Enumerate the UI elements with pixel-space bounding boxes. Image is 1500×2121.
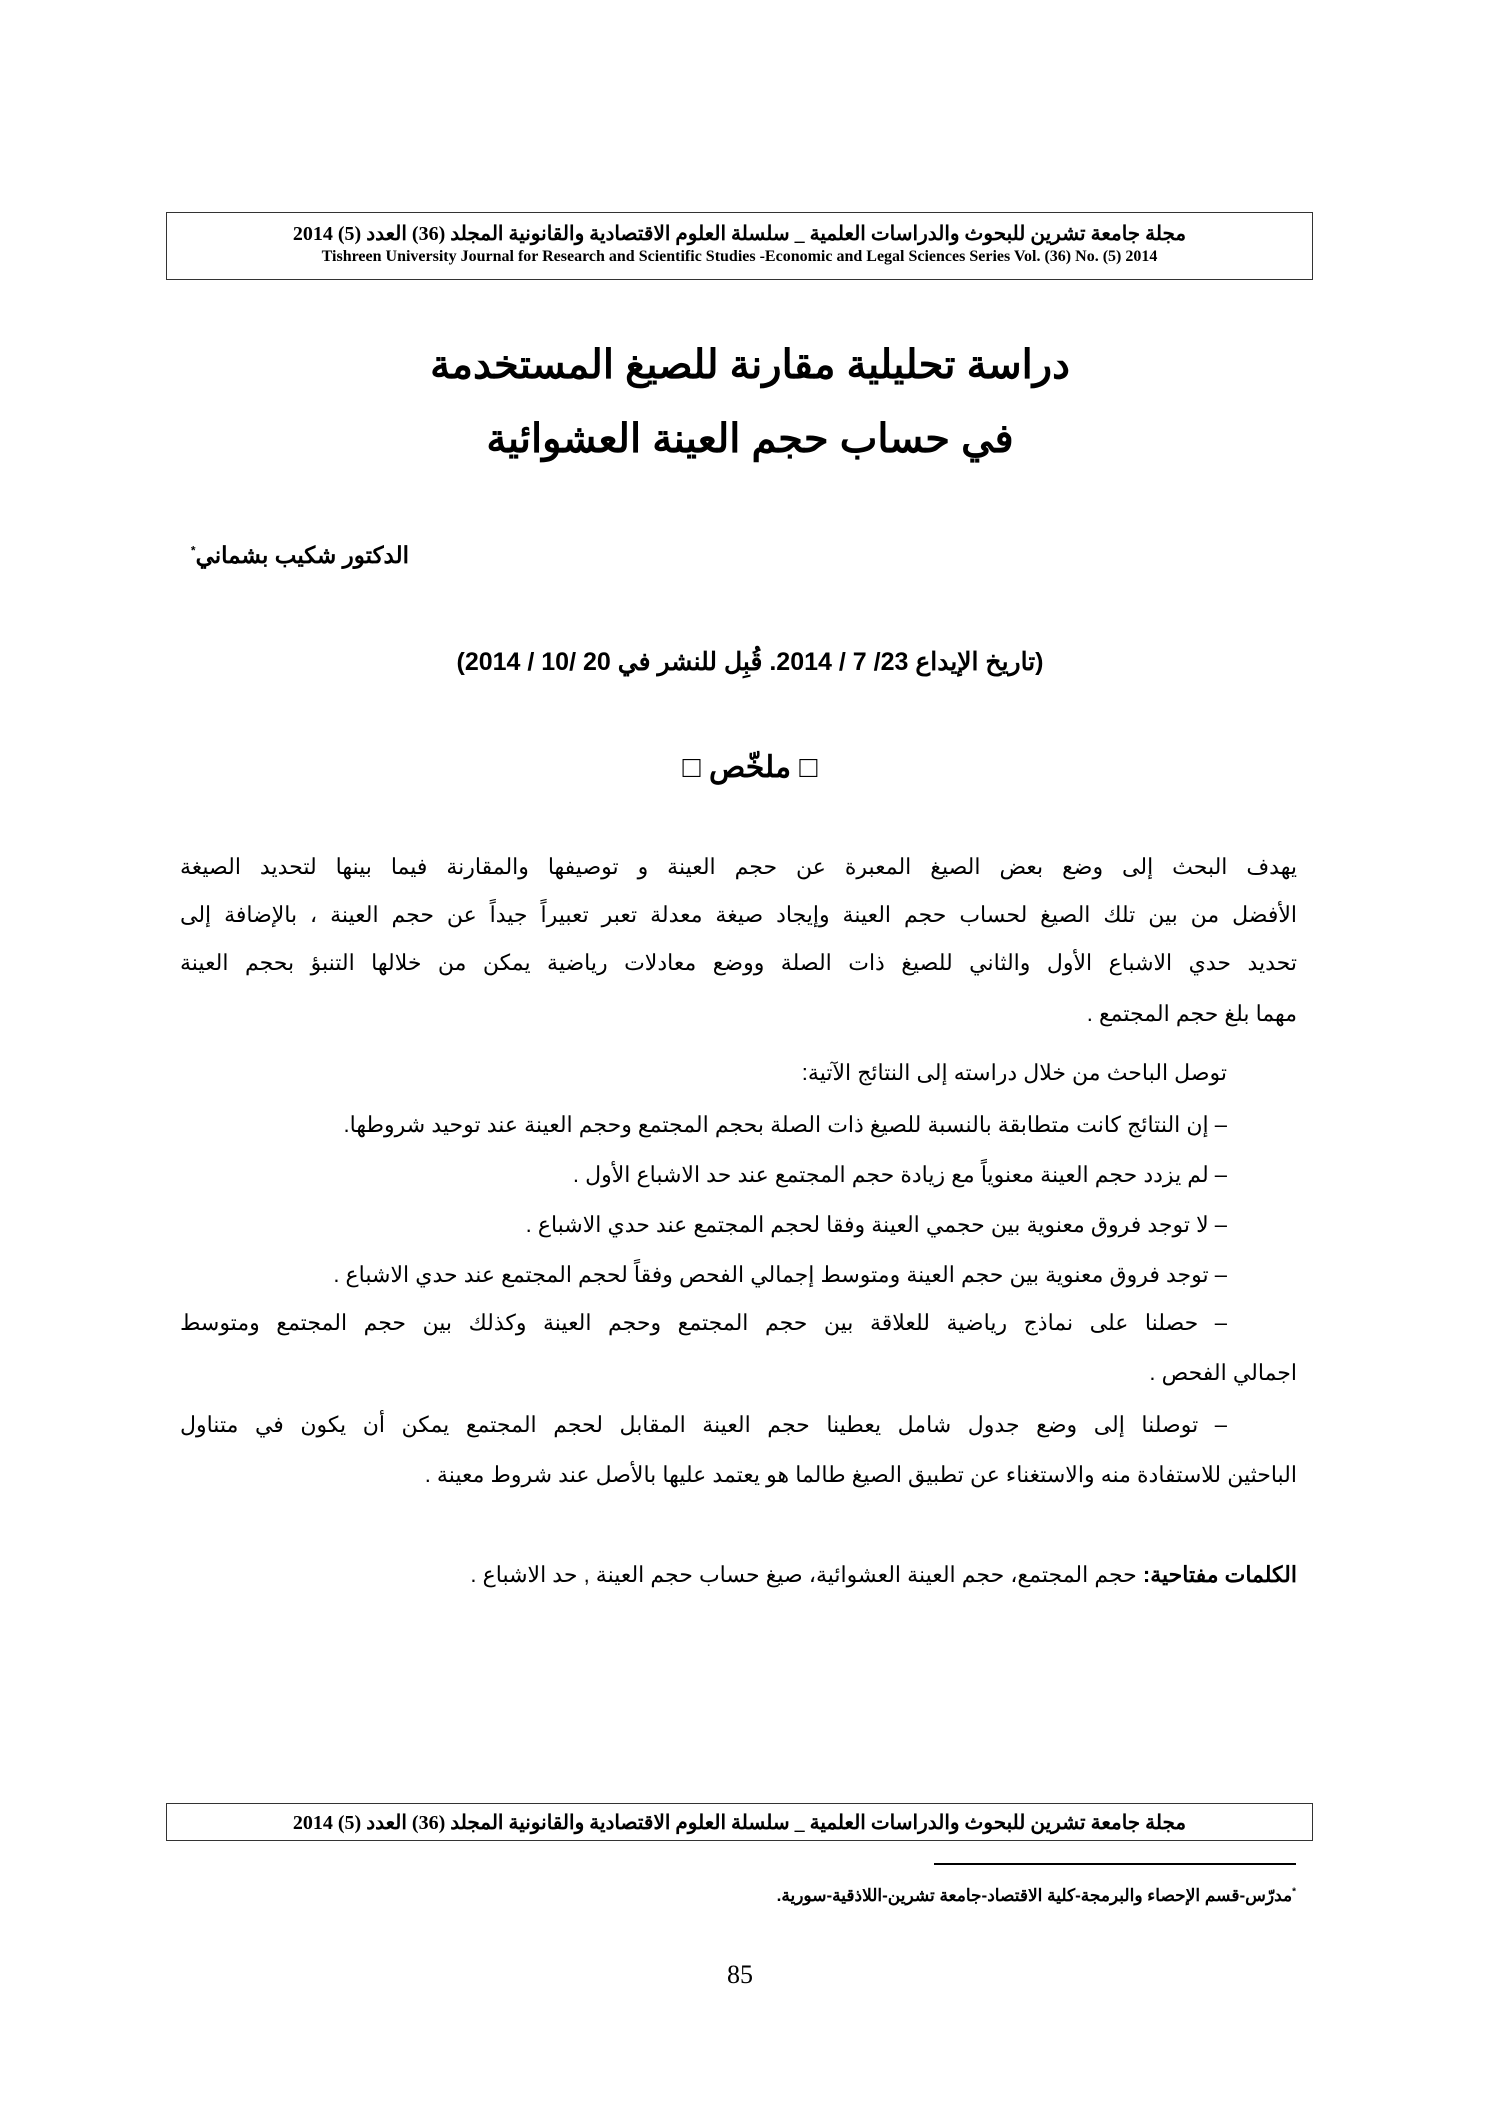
- author: [191, 542, 409, 569]
- result-item: – حصلنا على نماذج رياضية للعلاقة بين حجم المجتمع وحجم العينة وكذلك بين حجم المجتمع ومتوسط: [180, 1310, 1227, 1335]
- footnote-mark: *: [1292, 1886, 1296, 1898]
- result-item: – إن النتائج كانت متطابقة بالنسبة للصيغ ذات الصلة بحجم المجتمع وحجم العينة عند توحيد شروطها.: [343, 1112, 1227, 1137]
- result-item-continued: الباحثين للاستفادة منه والاستغناء عن تطبيق الصيغ طالما هو يعتمد عليها بالأصل عند شروط معينة .: [424, 1462, 1297, 1487]
- journal-footer: [166, 1803, 1313, 1841]
- submission-dates: (تاريخ الإيداع 23/ 7 / 2014. قُبِل للنشر في 20 /10 / 2014): [456, 648, 1044, 676]
- keywords: [470, 1562, 1297, 1588]
- journal-header-english: Tishreen University Journal for Research and Scientific Studies -Economic and Legal Sciences Series Vol. (36) No. (5) 2014: [321, 248, 1158, 265]
- footnote-text: مدرّس-قسم الإحصاء والبرمجة-كلية الاقتصاد-جامعة تشرين-اللاذقية-سورية.: [776, 1886, 1293, 1905]
- paper-title-line2: في حساب حجم العينة العشوائية: [486, 417, 1014, 461]
- result-item: – توجد فروق معنوية بين حجم العينة ومتوسط إجمالي الفحص وفقاً لحجم المجتمع عند حدي الاشباع .: [333, 1262, 1227, 1287]
- result-item: – توصلنا إلى وضع جدول شامل يعطينا حجم العينة المقابل لحجم المجتمع يمكن أن يكون في متناول: [180, 1412, 1227, 1437]
- footnote-divider: [934, 1863, 1296, 1865]
- abstract-line: توصل الباحث من خلال دراسته إلى النتائج الآتية:: [801, 1060, 1227, 1085]
- journal-footer-arabic: مجلة جامعة تشرين للبحوث والدراسات العلمية _ سلسلة العلوم الاقتصادية والقانونية المجلد (36) العدد (5) 2014: [292, 1812, 1187, 1834]
- result-item: – لم يزدد حجم العينة معنوياً مع زيادة حجم المجتمع عند حد الاشباع الأول .: [572, 1162, 1227, 1187]
- abstract-line: يهدف البحث إلى وضع بعض الصيغ المعبرة عن حجم العينة و توصيفها والمقارنة فيما بينها لتحديد الصيغة: [180, 854, 1297, 879]
- abstract-heading: □ ملخّص □: [682, 751, 818, 784]
- page-number: 85: [727, 1960, 753, 1989]
- author-footnote-mark: *: [190, 543, 196, 558]
- result-item: – لا توجد فروق معنوية بين حجمي العينة وفقا لحجم المجتمع عند حدي الاشباع .: [525, 1212, 1227, 1237]
- author-name: الدكتور شكيب بشماني: [195, 542, 409, 568]
- footnote: [777, 1886, 1296, 1906]
- keywords-text: حجم المجتمع، حجم العينة العشوائية، صيغ حساب حجم العينة , حد الاشباع .: [470, 1562, 1143, 1587]
- paper-title-line1: دراسة تحليلية مقارنة للصيغ المستخدمة: [430, 343, 1070, 387]
- journal-header-arabic: مجلة جامعة تشرين للبحوث والدراسات العلمية _ سلسلة العلوم الاقتصادية والقانونية المجلد (36) العدد (5) 2014: [292, 223, 1187, 245]
- result-item-continued: اجمالي الفحص .: [1149, 1360, 1297, 1385]
- abstract-line: مهما بلغ حجم المجتمع .: [1086, 1001, 1297, 1026]
- abstract-line: الأفضل من بين تلك الصيغ لحساب حجم العينة وإيجاد صيغة معدلة تعبر تعبيراً جيداً عن حجم العينة ، بالإضافة إلى: [180, 902, 1297, 927]
- abstract-line: تحديد حدي الاشباع الأول والثاني للصيغ ذات الصلة ووضع معادلات رياضية يمكن من خلالها التنبؤ بحجم العينة: [180, 950, 1297, 975]
- journal-header: [166, 212, 1313, 280]
- keywords-label: الكلمات مفتاحية:: [1142, 1562, 1297, 1587]
